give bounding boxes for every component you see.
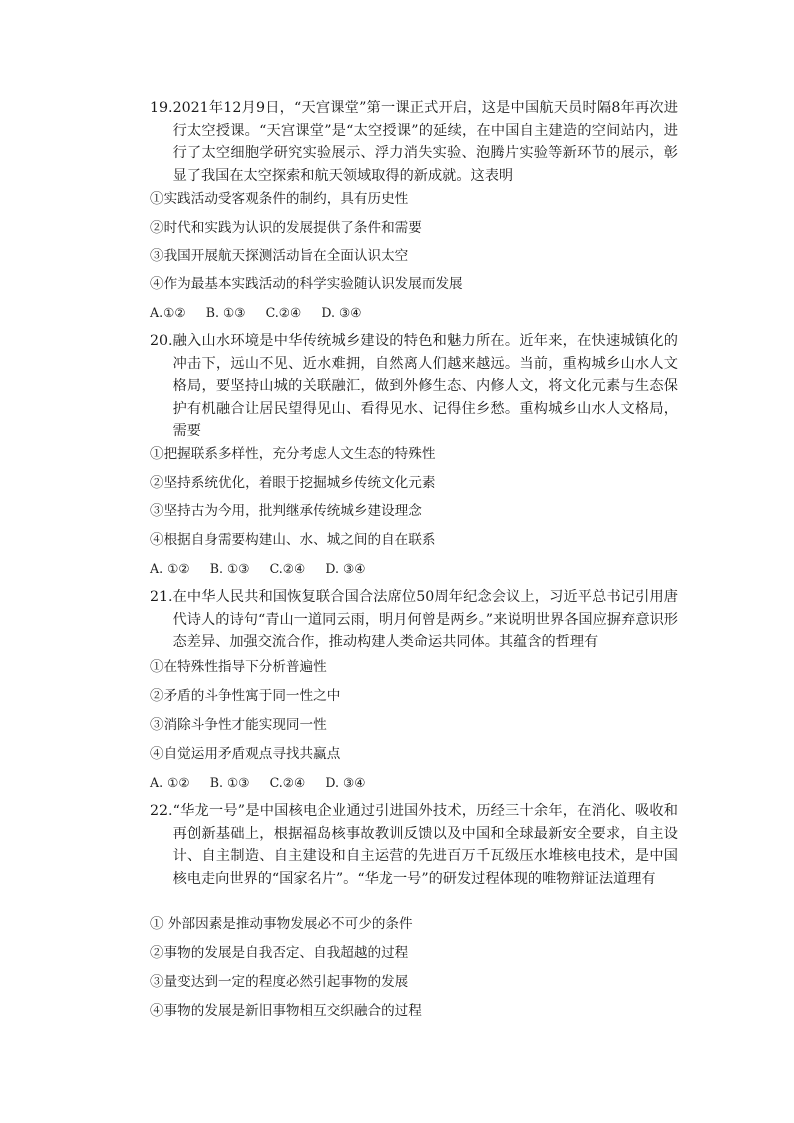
question-22 [150,800,678,890]
question-20-header [150,330,678,443]
question-number: 21. [150,589,173,605]
statement-19-4: ④作为最基本实践活动的科学实验随认识发展而发展 [150,276,463,292]
question-stem: 在中华人民共和国恢复联合国合法席位50周年纪念会议上，习近平总书记引用唐代诗人的诗句“青山一道同云雨，明月何曾是两乡。”来说明世界各国应摒弃意识形态差异、加强交流合作，推动构建人类命运共同体。其蕴含的哲理有 [172,589,678,650]
question-20 [150,330,678,443]
statement-20-2: ②坚持系统优化，着眼于挖掘城乡传统文化元素 [150,475,436,491]
choice-c: C.②④ [269,561,306,576]
question-19 [150,97,678,187]
question-number: 22. [150,803,173,819]
choice-d: D. ③④ [325,561,366,576]
statement-20-4: ④根据自身需要构建山、水、城之间的自在联系 [150,532,436,548]
question-19-header [150,97,678,187]
statement-22-2: ②事物的发展是自我否定、自我超越的过程 [150,945,409,961]
choice-c: C.②④ [265,305,302,320]
choice-c: C.②④ [269,775,306,790]
question-stem: 融入山水环境是中华传统城乡建设的特色和魅力所在。近年来，在快速城镇化的冲击下，远山不见、近水难拥，自然离人们越来越远。当前，重构城乡山水人文格局，要坚持山城的关联融汇，做到外修生态、内修人文，将文化元素与生态保护有机融合让居民望得见山、看得见水、记得住乡愁。重构城乡山水人文格局，需要 [172,333,678,439]
choices-21 [150,773,366,793]
choices-19 [150,303,362,323]
statement-21-1: ①在特殊性指导下分析普遍性 [150,659,327,675]
choice-d: D. ③④ [321,305,362,320]
question-number: 20. [150,333,173,349]
question-22-header [150,800,678,890]
statement-21-3: ③消除斗争性才能实现同一性 [150,717,327,733]
question-stem: 2021年12月9日，“天宫课堂”第一课正式开启，这是中国航天员时隔8年再次进行太空授课。“天宫课堂”是“太空授课”的延续，在中国自主建造的空间站内，进行了太空细胞学研究实验展示、浮力消失实验、泡腾片实验等新环节的展示，彰显了我国在太空探索和航天领域取得的新成就。这表明 [172,100,678,184]
statement-20-3: ③坚持古为今用，批判继承传统城乡建设理念 [150,503,422,519]
choice-d: D. ③④ [325,775,366,790]
question-21-header [150,586,678,654]
statement-21-2: ②矛盾的斗争性寓于同一性之中 [150,688,341,704]
statement-19-2: ②时代和实践为认识的发展提供了条件和需要 [150,220,422,236]
choice-b: B. ①③ [209,775,250,790]
choice-a: A. ①② [150,775,190,790]
statement-19-1: ①实践活动受客观条件的制约，具有历史性 [150,191,409,207]
choice-a: A.①② [150,305,186,320]
statement-22-3: ③量变达到一定的程度必然引起事物的发展 [150,974,409,990]
choice-a: A. ①② [150,561,190,576]
statement-21-4: ④自觉运用矛盾观点寻找共赢点 [150,746,341,762]
choice-b: B. ①③ [209,561,250,576]
choices-20 [150,559,366,579]
question-stem: “华龙一号”是中国核电企业通过引进国外技术，历经三十余年，在消化、吸收和再创新基础上，根据福岛核事故教训反馈以及中国和全球最新安全要求，自主设计、自主制造、自主建设和自主运营的先进百万千瓦级压水堆核电技术，是中国核电走向世界的“国家名片”。“华龙一号”的研发过程体现的唯物辩证法道理有 [172,803,678,887]
question-number: 19. [150,100,173,116]
statement-22-1: ① 外部因素是推动事物发展必不可少的条件 [150,916,413,932]
statement-22-4: ④事物的发展是新旧事物相互交织融合的过程 [150,1003,422,1019]
statement-20-1: ①把握联系多样性，充分考虑人文生态的特殊性 [150,446,436,462]
question-21 [150,586,678,654]
statement-19-3: ③我国开展航天探测活动旨在全面认识太空 [150,248,409,264]
choice-b: B. ①③ [205,305,246,320]
